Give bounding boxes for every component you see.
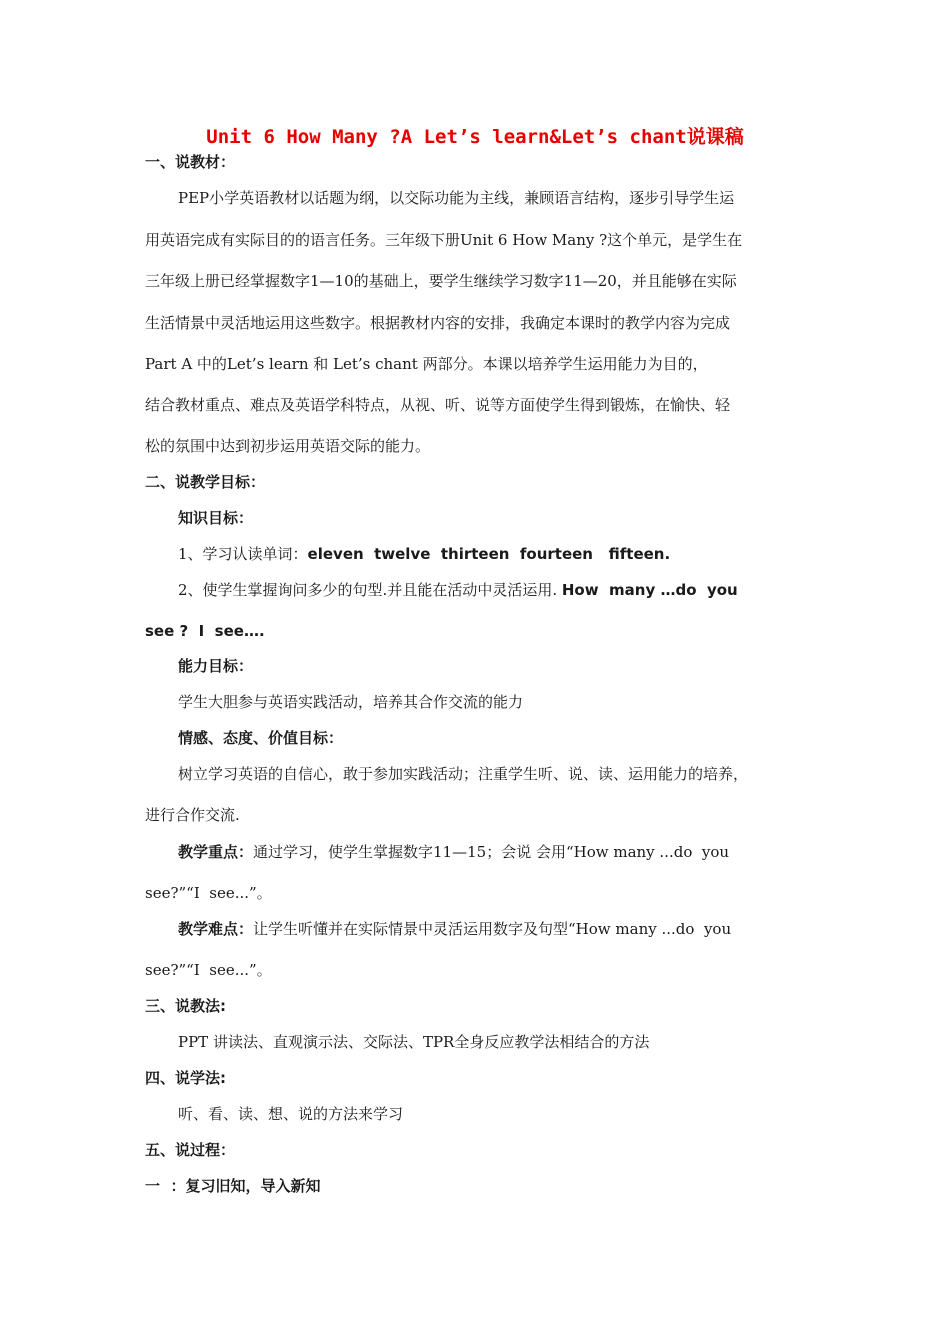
subheading-ability: 能力目标： bbox=[178, 657, 254, 675]
difficulty-text: 让学生听懂并在实际情景中灵活运用数字及句型“How many ...do you bbox=[253, 920, 732, 938]
learning-text: 听、看、读、想、说的方法来学习 bbox=[178, 1105, 404, 1123]
section-heading-process: 五、说过程： bbox=[145, 1141, 236, 1159]
section-heading-objectives: 二、说教学目标： bbox=[145, 473, 266, 491]
process-step-1: 一 ：复习旧知，导入新知 bbox=[145, 1177, 321, 1195]
paragraph-line: PEP小学英语教材以话题为纲，以交际功能为主线，兼顾语言结构，逐步引导学生运 bbox=[178, 189, 735, 207]
section-heading-learning: 四、说学法: bbox=[145, 1069, 226, 1087]
key-point-continued: see?”“I see...”。 bbox=[145, 884, 272, 902]
sentence-pattern-continued: see ? I see…. bbox=[145, 622, 265, 640]
paragraph-line: 生活情景中灵活地运用这些数字。根据教材内容的安排，我确定本课时的教学内容为完成 bbox=[145, 314, 731, 332]
knowledge-item-1 bbox=[178, 544, 670, 564]
emotion-text: 树立学习英语的自信心，敢于参加实践活动；注重学生听、说、读、运用能力的培养， bbox=[178, 765, 749, 783]
subheading-emotion: 情感、态度、价值目标： bbox=[178, 729, 344, 747]
difficulty-label: 教学难点： bbox=[178, 920, 254, 938]
key-point-text: 通过学习，使学生掌握数字11—15；会说 会用“How many ...do you bbox=[253, 843, 730, 861]
paragraph-line: 结合教材重点、难点及英语学科特点，从视、听、说等方面使学生得到锻炼，在愉快、轻 bbox=[145, 396, 731, 414]
emotion-text-continued: 进行合作交流. bbox=[145, 806, 240, 824]
methods-text: PPT 讲读法、直观演示法、交际法、TPR全身反应教学法相结合的方法 bbox=[178, 1033, 650, 1051]
section-heading-textbook: 一、说教材： bbox=[145, 153, 236, 171]
teaching-key-point bbox=[178, 842, 729, 862]
sentence-pattern: How many …do you bbox=[561, 581, 738, 599]
paragraph-line: 松的氛围中达到初步运用英语交际的能力。 bbox=[145, 437, 431, 455]
difficulty-continued: see?”“I see...”。 bbox=[145, 961, 272, 979]
ability-text: 学生大胆参与英语实践活动，培养其合作交流的能力 bbox=[178, 693, 524, 711]
item-prefix: 1、学习认读单词： bbox=[178, 545, 308, 563]
knowledge-item-2 bbox=[178, 580, 738, 600]
paragraph-line: Part A 中的Let’s learn 和 Let’s chant 两部分。本课以培养学生运用能力为目的， bbox=[145, 355, 708, 373]
paragraph-line: 三年级上册已经掌握数字1—10的基础上，要学生继续学习数字11—20，并且能够在实际 bbox=[145, 272, 737, 290]
paragraph-line: 用英语完成有实际目的的语言任务。三年级下册Unit 6 How Many ?这个单元，是学生在 bbox=[145, 231, 743, 249]
vocabulary-words: eleven twelve thirteen fourteen fifteen. bbox=[307, 545, 671, 563]
item-prefix: 2、使学生掌握询问多少的句型.并且能在活动中灵活运用. bbox=[178, 581, 562, 599]
teaching-difficulty bbox=[178, 919, 731, 939]
document-title: Unit 6 How Many ?A Let’s learn&Let’s chant说课稿 bbox=[206, 126, 744, 148]
key-point-label: 教学重点： bbox=[178, 843, 254, 861]
section-heading-methods: 三、说教法: bbox=[145, 997, 226, 1015]
subheading-knowledge: 知识目标： bbox=[178, 509, 254, 527]
